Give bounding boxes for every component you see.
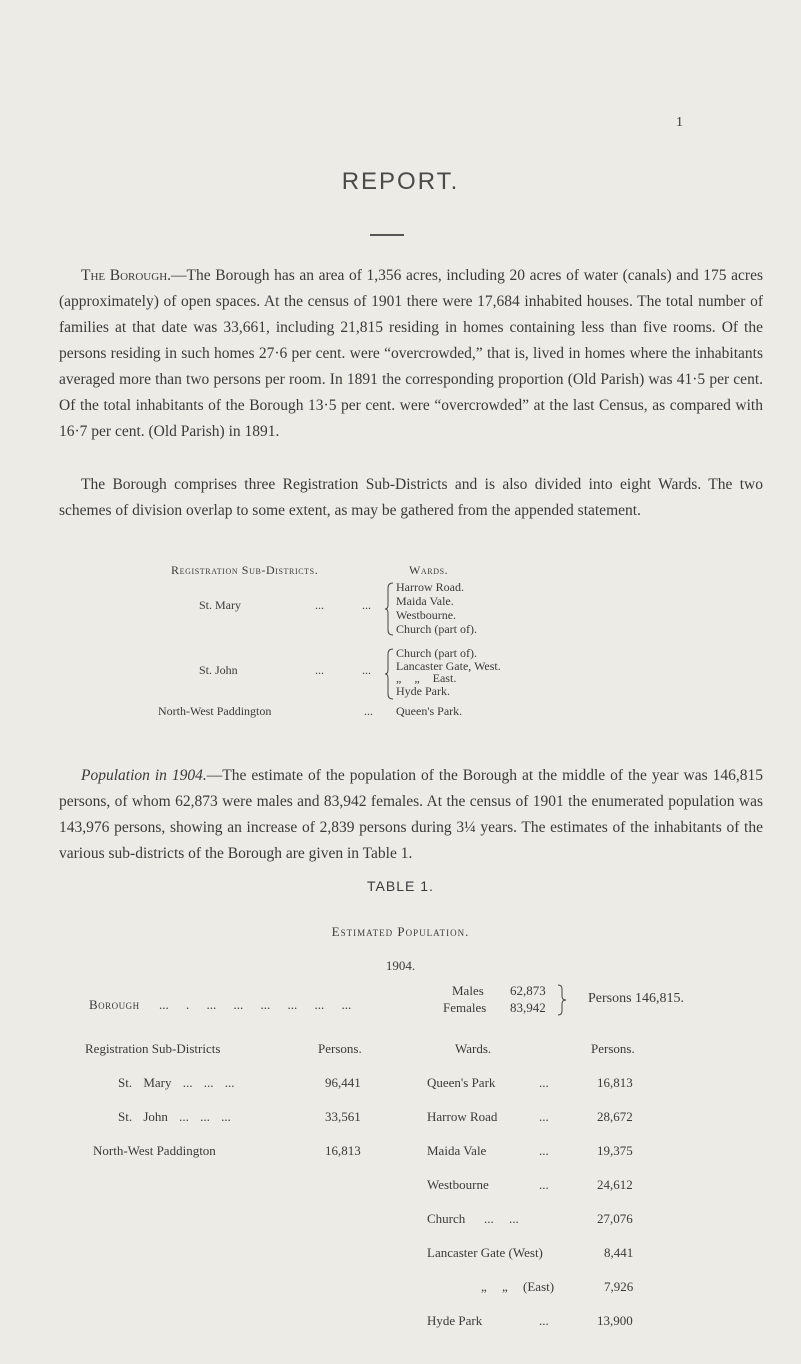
statement-header-districts: Registration Sub-Districts.	[171, 563, 319, 577]
statement-dots: ...	[362, 598, 371, 612]
statement-dots: ...	[315, 663, 324, 677]
statement-header-wards: Wards.	[409, 563, 449, 577]
statement-ward: Church (part of).	[396, 646, 477, 660]
borough-lead: The Borough.	[81, 267, 172, 284]
table-females-value: 83,942	[510, 1000, 546, 1015]
table-ward-name: Harrow Road	[427, 1109, 498, 1124]
statement-dots: ...	[315, 598, 324, 612]
statement-district-st-mary: St. Mary	[199, 598, 241, 612]
statement-ward: „ „ East.	[396, 671, 457, 685]
borough-paragraph	[59, 263, 763, 445]
statement-ward: Queen's Park.	[396, 704, 463, 718]
table-col-persons: Persons.	[318, 1041, 362, 1056]
table-subtitle: Estimated Population.	[331, 924, 470, 939]
statement-dots: ...	[364, 704, 373, 718]
table-col-wards: Wards.	[455, 1041, 492, 1056]
table-col-districts: Registration Sub-Districts	[85, 1041, 221, 1056]
statement-ward: Harrow Road.	[396, 580, 464, 594]
divisions-text: The Borough comprises three Registration Sub-Districts and is also divided into eight Wards. The two schemes of division overlap to some extent, as may be gathered from the appended statement.	[59, 476, 763, 519]
brace-icon	[384, 582, 394, 636]
statement-ward: Church (part of).	[396, 622, 477, 636]
statement-ward: Westbourne.	[396, 608, 457, 622]
table-ward-persons: 19,375	[597, 1143, 633, 1158]
table-col-ward-persons: Persons.	[591, 1041, 635, 1056]
table-persons-total: Persons 146,815.	[588, 991, 685, 1006]
report-title: REPORT.	[341, 168, 460, 195]
title-rule	[370, 234, 404, 236]
population-paragraph	[59, 763, 763, 867]
table-males-value: 62,873	[510, 983, 546, 998]
table-ward-dots: ...	[539, 1075, 549, 1090]
table-district-persons: 16,813	[325, 1143, 361, 1158]
table-district-name: St. Mary ... ... ...	[118, 1075, 235, 1090]
table-ward-name: Queen's Park	[427, 1075, 496, 1090]
table-borough-label: Borough	[89, 997, 140, 1012]
divisions-paragraph	[59, 472, 763, 524]
table-ward-persons: 27,076	[597, 1211, 633, 1226]
table-females-label: Females	[443, 1000, 487, 1015]
statement-ward: Maida Vale.	[396, 594, 454, 608]
table-males-label: Males	[452, 983, 484, 998]
population-text: —The estimate of the population of the Borough at the middle of the year was 146,815 persons, of whom 62,873 were males and 83,942 females. At the census of 1901 the enumerated population was 143,976 persons, showing an increase of 2,839 persons during 3¼ years. The estimates of the inhabitants of the various sub-districts of the Borough are given in Table 1.	[59, 767, 763, 862]
table-caption: TABLE 1.	[367, 878, 434, 894]
borough-text: —The Borough has an area of 1,356 acres, including 20 acres of water (canals) and 175 acres (approximately) of open spaces. At the census of 1901 there were 17,684 inhabited houses. The total number of families at that date was 33,661, including 21,815 residing in homes containing less than five rooms. Of the persons residing in such homes 27·6 per cent. were “overcrowded,” that is, lived in homes where the inhabitants averaged more than two persons per room. In 1891 the corresponding proportion (Old Parish) was 41·5 per cent. Of the total inhabitants of the Borough 13·5 per cent. were “overcrowded” at the last Census, as compared with 16·7 per cent. (Old Parish) in 1891.	[59, 267, 763, 440]
table-district-name: North-West Paddington	[93, 1143, 216, 1158]
table-year: 1904.	[385, 958, 416, 973]
table-district-name: St. John ... ... ...	[118, 1109, 231, 1124]
table-ward-dots: ...	[539, 1109, 549, 1124]
table-ward-persons: 16,813	[597, 1075, 633, 1090]
brace-icon	[384, 648, 394, 700]
statement-dots: ...	[362, 663, 371, 677]
table-ward-persons: 24,612	[597, 1177, 633, 1192]
table-ward-name: Lancaster Gate (West)	[427, 1245, 543, 1260]
population-lead: Population in 1904.	[81, 767, 207, 784]
table-ward-persons: 13,900	[597, 1313, 633, 1328]
table-borough-dots: ... . ... ... ... ... ... ...	[159, 997, 352, 1012]
table-ward-persons: 7,926	[604, 1279, 634, 1294]
table-ward-persons: 28,672	[597, 1109, 633, 1124]
statement-district-st-john: St. John	[199, 663, 238, 677]
table-ward-name: Westbourne	[427, 1177, 489, 1192]
page-number: 1	[676, 115, 683, 130]
statement-ward: Lancaster Gate, West.	[396, 659, 501, 673]
table-ward-name: Hyde Park	[427, 1313, 483, 1328]
table-district-persons: 33,561	[325, 1109, 361, 1124]
statement-ward: Hyde Park.	[396, 684, 450, 698]
table-ward-name: Maida Vale	[427, 1143, 487, 1158]
table-district-persons: 96,441	[325, 1075, 361, 1090]
table-ward-dots: ... ...	[484, 1211, 519, 1226]
statement-district-nw-paddington: North-West Paddington	[158, 704, 272, 718]
table-ward-persons: 8,441	[604, 1245, 634, 1260]
table-ward-dots: ...	[539, 1143, 549, 1158]
brace-icon	[556, 984, 574, 1016]
table-ward-name: „ „ (East)	[481, 1279, 555, 1294]
table-ward-name: Church	[427, 1211, 466, 1226]
table-ward-dots: ...	[539, 1177, 549, 1192]
table-ward-dots: ...	[539, 1313, 549, 1328]
